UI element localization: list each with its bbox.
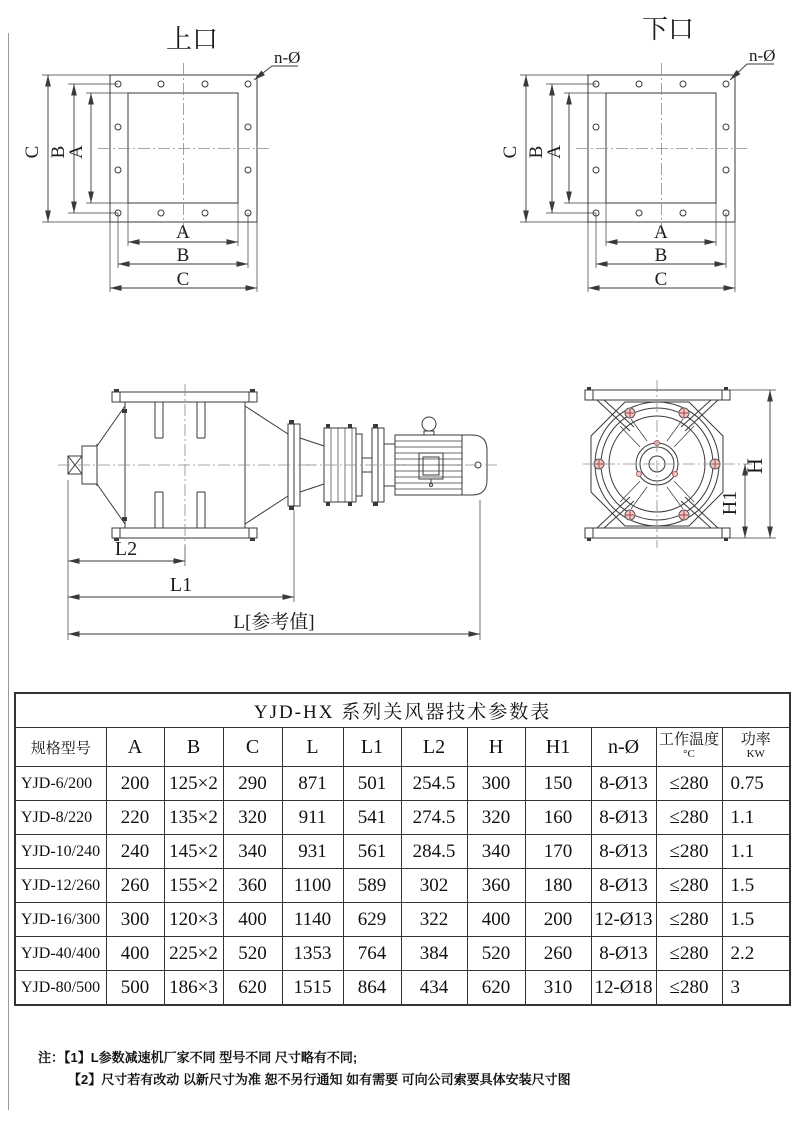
top-flange-title: 上口	[165, 25, 219, 54]
table-cell: ≤280	[656, 903, 722, 937]
table-cell: 225×2	[164, 937, 223, 971]
table-cell: 302	[401, 869, 467, 903]
dim-label-c-bottom: C	[176, 269, 190, 290]
table-cell: 864	[343, 971, 401, 1006]
table-cell: 274.5	[401, 801, 467, 835]
table-cell: 1.5	[722, 869, 790, 903]
table-cell: 260	[106, 869, 164, 903]
table-cell: 1515	[282, 971, 343, 1006]
table-cell: 12-Ø18	[591, 971, 656, 1006]
hole-leader-line	[730, 64, 774, 80]
bottom-flange-title: 下口	[641, 15, 695, 44]
table-cell: 320	[223, 801, 282, 835]
table-cell: 290	[223, 767, 282, 801]
dim-label-b-bottom: B	[176, 245, 190, 266]
table-cell: 589	[343, 869, 401, 903]
table-cell: 1.5	[722, 903, 790, 937]
table-cell: 434	[401, 971, 467, 1006]
table-cell: YJD-40/400	[15, 937, 106, 971]
notes-prefix: 注：	[38, 1050, 65, 1065]
table-cell: ≤280	[656, 767, 722, 801]
table-cell: 1.1	[722, 835, 790, 869]
table-cell: 501	[343, 767, 401, 801]
table-cell: 322	[401, 903, 467, 937]
notes-section	[38, 1047, 768, 1091]
hole-callout-label: n-Ø	[749, 46, 776, 65]
table-cell: 240	[106, 835, 164, 869]
table-cell: 186×3	[164, 971, 223, 1006]
table-cell: 12-Ø13	[591, 903, 656, 937]
table-cell: 145×2	[164, 835, 223, 869]
length-dimensions	[68, 480, 480, 640]
hole-leader-line	[254, 66, 298, 80]
dim-label-h1: H1	[719, 490, 741, 516]
table-cell: 260	[525, 937, 591, 971]
dim-label-c-left: C	[500, 145, 521, 159]
table-cell: 620	[467, 971, 525, 1006]
col-header-model: 规格型号	[15, 728, 106, 767]
col-header-holes: n-Ø	[591, 728, 656, 767]
table-cell: ≤280	[656, 971, 722, 1006]
table-cell: 520	[223, 937, 282, 971]
table-cell: 8-Ø13	[591, 937, 656, 971]
end-view-drawing	[583, 380, 776, 548]
table-cell: 200	[525, 903, 591, 937]
dim-label-b-bottom: B	[654, 245, 668, 266]
table-header-row	[15, 728, 790, 767]
dim-label-l1: L1	[169, 574, 193, 596]
table-cell: 300	[106, 903, 164, 937]
col-header-c: C	[223, 728, 282, 767]
table-cell: YJD-16/300	[15, 903, 106, 937]
table-cell: 1100	[282, 869, 343, 903]
dim-label-l2: L2	[114, 538, 138, 560]
table-cell: 180	[525, 869, 591, 903]
dim-label-h: H	[742, 458, 767, 474]
table-cell: 400	[106, 937, 164, 971]
table-cell: 170	[525, 835, 591, 869]
col-header-temp: 工作温度 °C	[656, 728, 722, 767]
table-cell: 1140	[282, 903, 343, 937]
table-cell: 360	[467, 869, 525, 903]
table-cell: 150	[525, 767, 591, 801]
dim-label-a-left: A	[544, 145, 565, 159]
table-cell: 1353	[282, 937, 343, 971]
table-cell: 360	[223, 869, 282, 903]
table-cell: YJD-12/260	[15, 869, 106, 903]
table-cell: 284.5	[401, 835, 467, 869]
table-cell: 764	[343, 937, 401, 971]
table-cell: 8-Ø13	[591, 835, 656, 869]
col-header-a: A	[106, 728, 164, 767]
table-cell: YJD-80/500	[15, 971, 106, 1006]
table-cell: 0.75	[722, 767, 790, 801]
table-cell: 120×3	[164, 903, 223, 937]
hole-callout-label: n-Ø	[274, 48, 301, 67]
table-cell: 911	[282, 801, 343, 835]
table-cell: 8-Ø13	[591, 767, 656, 801]
motor	[305, 417, 497, 495]
table-row	[15, 835, 790, 869]
table-cell: YJD-8/220	[15, 801, 106, 835]
table-cell: 155×2	[164, 869, 223, 903]
table-cell: ≤280	[656, 937, 722, 971]
col-header-b: B	[164, 728, 223, 767]
table-cell: 871	[282, 767, 343, 801]
table-cell: 1.1	[722, 801, 790, 835]
col-header-power: 功率 KW	[722, 728, 790, 767]
col-header-l1: L1	[343, 728, 401, 767]
side-view-drawing	[58, 384, 497, 640]
col-header-h1: H1	[525, 728, 591, 767]
table-cell: 931	[282, 835, 343, 869]
table-cell: 561	[343, 835, 401, 869]
table-cell: 620	[223, 971, 282, 1006]
col-header-l: L	[282, 728, 343, 767]
table-cell: 400	[467, 903, 525, 937]
table-cell: 340	[467, 835, 525, 869]
table-row	[15, 801, 790, 835]
dim-label-a-bottom: A	[654, 222, 668, 243]
table-cell: 520	[467, 937, 525, 971]
dim-label-b-left: B	[48, 145, 69, 159]
table-cell: 8-Ø13	[591, 869, 656, 903]
dim-label-a-left: A	[66, 145, 87, 159]
table-cell: 384	[401, 937, 467, 971]
table-cell: 200	[106, 767, 164, 801]
dim-label-c-left: C	[22, 145, 43, 159]
table-cell: 2.2	[722, 937, 790, 971]
col-header-h: H	[467, 728, 525, 767]
table-cell: 3	[722, 971, 790, 1006]
table-cell: 125×2	[164, 767, 223, 801]
table-row	[15, 903, 790, 937]
note-line-2	[38, 1069, 768, 1091]
table-cell: ≤280	[656, 835, 722, 869]
table-title-row	[15, 693, 790, 728]
table-cell: 300	[467, 767, 525, 801]
table-cell: 541	[343, 801, 401, 835]
table-cell: 320	[467, 801, 525, 835]
bottom-flange-drawing	[500, 15, 775, 292]
parameter-table	[14, 692, 791, 1006]
dim-label-a-bottom: A	[176, 222, 190, 243]
table-cell: 340	[223, 835, 282, 869]
table-cell: 629	[343, 903, 401, 937]
table-cell: ≤280	[656, 869, 722, 903]
table-row	[15, 937, 790, 971]
table-cell: 160	[525, 801, 591, 835]
table-cell: 220	[106, 801, 164, 835]
parameter-table-section	[14, 692, 789, 1006]
dim-label-l: L[参考值]	[233, 612, 315, 633]
dim-label-b-left: B	[526, 145, 547, 159]
motor-eyebolt	[422, 417, 436, 431]
table-row	[15, 767, 790, 801]
table-cell: YJD-6/200	[15, 767, 106, 801]
dim-label-c-bottom: C	[654, 269, 668, 290]
table-row	[15, 869, 790, 903]
table-cell: YJD-10/240	[15, 835, 106, 869]
table-cell: ≤280	[656, 801, 722, 835]
table-cell: 500	[106, 971, 164, 1006]
table-cell: 135×2	[164, 801, 223, 835]
table-cell: 254.5	[401, 767, 467, 801]
note-text: 【2】尺寸若有改动 以新尺寸为准 恕不另行通知 如有需要 可向公司索要具体安装尺寸图	[68, 1072, 571, 1087]
col-header-l2: L2	[401, 728, 467, 767]
note-line-1	[38, 1047, 768, 1069]
table-row	[15, 971, 790, 1006]
table-title: YJD-HX 系列关风器技术参数表	[15, 693, 790, 728]
top-flange-drawing	[22, 25, 300, 292]
note-text: 【1】L参数减速机厂家不同 型号不同 尺寸略有不同;	[64, 1050, 358, 1065]
table-cell: 310	[525, 971, 591, 1006]
table-cell: 400	[223, 903, 282, 937]
table-body	[15, 767, 790, 1006]
table-cell: 8-Ø13	[591, 801, 656, 835]
